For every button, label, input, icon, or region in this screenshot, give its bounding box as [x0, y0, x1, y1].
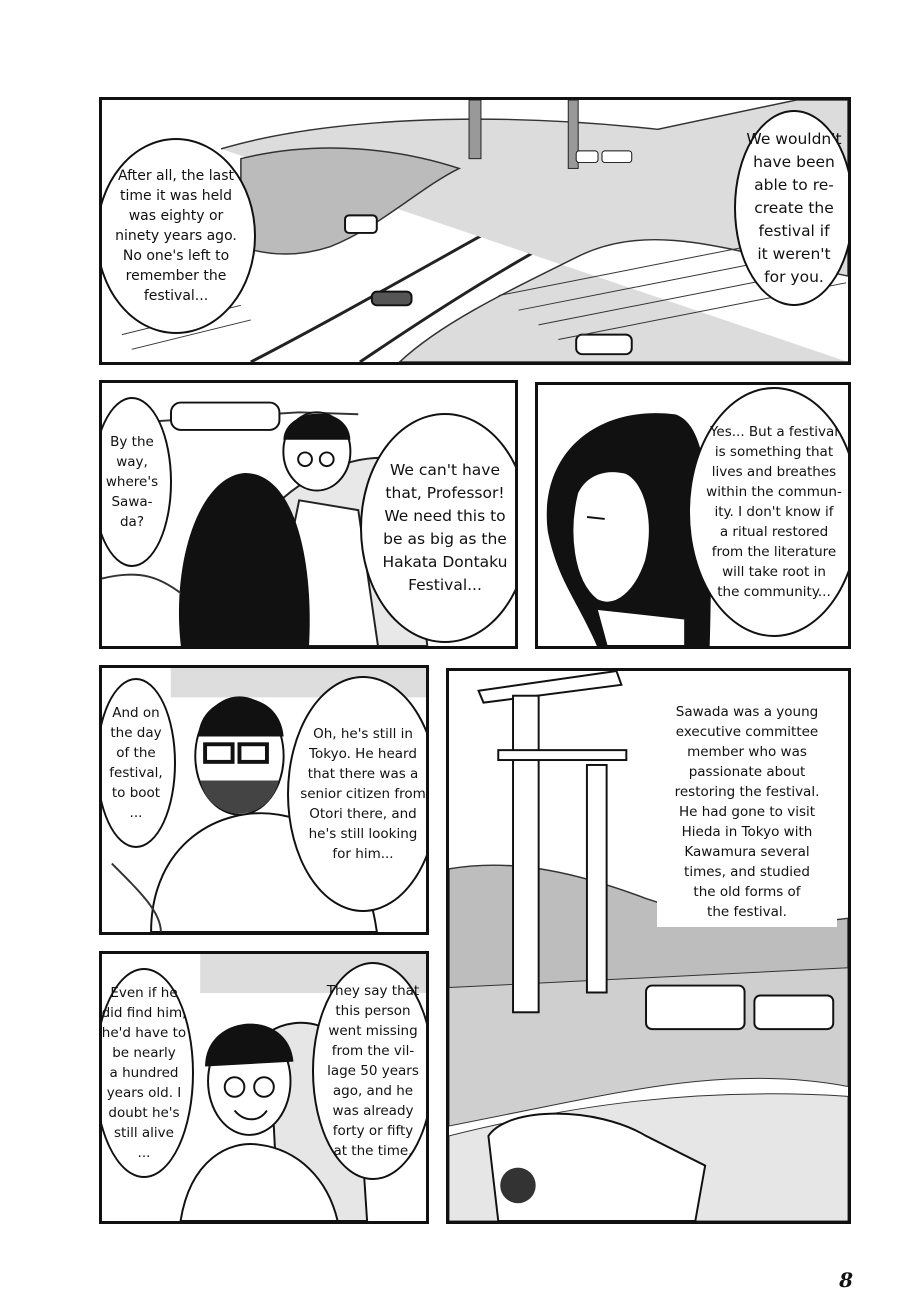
- speech-bubble-left: [99, 968, 194, 1178]
- speech-text-left: By the way, where's Sawa- da?: [105, 434, 159, 530]
- panel-3: [535, 382, 851, 649]
- speech-bubble-right: [287, 676, 429, 912]
- panel-1: [99, 97, 851, 365]
- page-number: 8: [839, 1268, 853, 1292]
- speech-bubble: [688, 387, 851, 637]
- panel-4: [99, 665, 429, 935]
- speech-text-left: Even if he did find him, he'd have to be nearly a hundred years old. I doubt he's still alive ...: [101, 985, 187, 1161]
- speech-text-right: We can't have that, Professor! We need this to be as big as the Hakata Dontaku Festival...: [382, 461, 508, 594]
- speech-text-right: They say that this person went missing from the vil- lage 50 years ago, and he was already forty or fifty at the time.: [326, 983, 420, 1159]
- speech-bubble-right: [360, 413, 518, 643]
- panel-6: [99, 951, 429, 1224]
- speech-bubble-right: [734, 110, 851, 306]
- speech-text-right: Oh, he's still in Tokyo. He heard that there was a senior citizen from Otori there, and he's still looking for him...: [300, 726, 426, 862]
- speech-bubble-left: [99, 138, 256, 334]
- speech-bubble-right: [312, 962, 429, 1180]
- speech-text-left: After all, the last time it was held was eighty or ninety years ago. No one's left to remember the festival...: [115, 168, 237, 304]
- speech-text: Yes... But a festival is something that lives and breathes within the commun- ity. I don't know if a ritual restored from the literature will take root in the community...: [706, 424, 842, 600]
- speech-text-left: And on the day of the festival, to boot ...: [109, 705, 163, 821]
- panel-2: [99, 380, 518, 649]
- narration-text: Sawada was a young executive committee member who was passionate about restoring the festival. He had gone to visit Hieda in Tokyo with Kawamura several times, and studied the old forms of the festival.: [674, 704, 820, 920]
- speech-text-right: We wouldn't have been able to re- create the festival if it weren't for you.: [746, 129, 842, 286]
- narration-caption: [657, 697, 837, 927]
- speech-bubble-left: [99, 678, 176, 848]
- panel-5: [446, 668, 851, 1224]
